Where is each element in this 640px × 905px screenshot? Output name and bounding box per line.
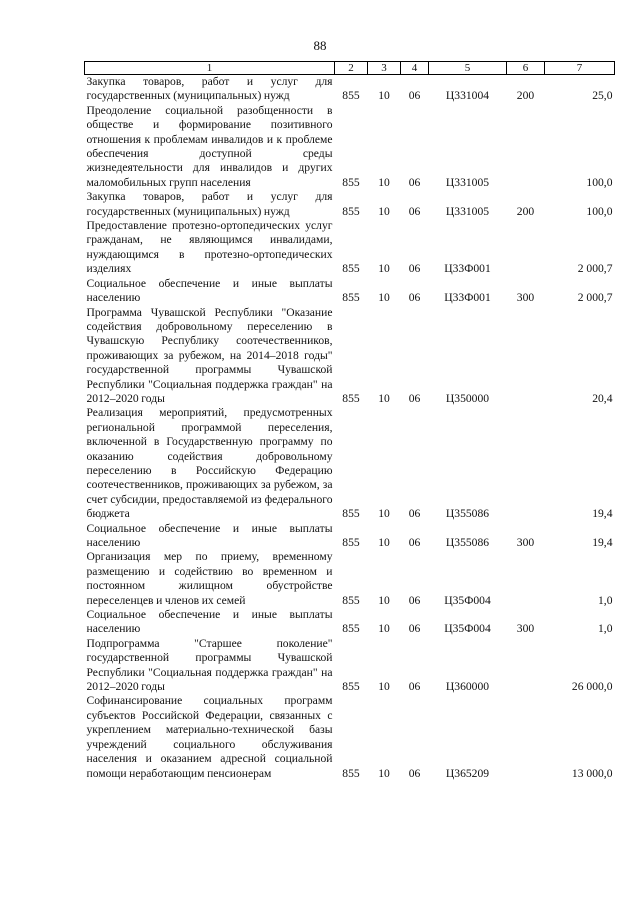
row-ministry-code: 855 — [342, 507, 360, 521]
row-subsection-code: 06 — [408, 680, 421, 694]
row-subsection-code: 06 — [408, 204, 421, 218]
row-ministry-code: 855 — [342, 391, 360, 405]
row-section-code: 10 — [378, 204, 390, 218]
row-ministry-code: 855 — [342, 262, 360, 276]
row-amount: 19,4 — [592, 507, 613, 521]
row-subsection-code: 06 — [408, 622, 421, 636]
row-expense-type — [507, 694, 545, 780]
row-description: Социальное обеспечение и иные выплаты населению — [86, 608, 333, 636]
row-section-code: 10 — [378, 766, 390, 780]
column-header-4: 4 — [401, 62, 429, 75]
column-header-2: 2 — [335, 62, 368, 75]
column-header-6: 6 — [507, 62, 545, 75]
row-description: Реализация мероприятий, предусмотренных региональной программой переселения, включенной в Государственную программу по оказанию содействия добровольному переселению в Российскую Федерацию соотечественников, проживающих за рубежом, за счет субсидии, предоставляемой из федерального бюджета — [86, 406, 333, 521]
row-ministry-code: 855 — [342, 593, 360, 607]
row-target-article: Ц331004 — [445, 89, 490, 103]
row-amount: 100,0 — [586, 175, 613, 189]
row-target-article: Ц365209 — [445, 766, 490, 780]
row-description: Организация мер по приему, временному размещению и содействию во временном и постоянном жилищном обустройстве переселенцев и членов их семей — [86, 550, 333, 607]
row-target-article: Ц355086 — [445, 536, 490, 549]
row-section-code: 10 — [378, 175, 390, 189]
row-expense-type: 200 — [516, 204, 535, 218]
table-row — [85, 190, 615, 219]
row-subsection-code: 06 — [408, 766, 421, 780]
row-subsection-code: 06 — [408, 391, 421, 405]
row-ministry-code: 855 — [342, 622, 360, 636]
column-header-5: 5 — [429, 62, 507, 75]
row-target-article: Ц33Ф001 — [444, 291, 491, 305]
column-header-7: 7 — [545, 62, 615, 75]
row-amount: 25,0 — [592, 89, 613, 103]
row-description: Предоставление протезно-ортопедических услуг гражданам, не являющимся инвалидами, нуждающимся в протезно-ортопедических изделиях — [86, 219, 333, 276]
column-header-1: 1 — [85, 62, 335, 75]
row-section-code: 10 — [378, 536, 390, 549]
row-ministry-code: 855 — [342, 766, 360, 780]
row-amount: 19,4 — [592, 536, 613, 549]
table-row — [85, 608, 615, 637]
row-description: Закупка товаров, работ и услуг для государственных (муниципальных) нужд — [86, 75, 333, 103]
table-row — [85, 637, 615, 695]
row-ministry-code: 855 — [342, 175, 360, 189]
row-description: Социальное обеспечение и иные выплаты населению — [86, 276, 333, 305]
row-description: Программа Чувашской Республики "Оказание содействия добровольному переселению в Чувашскую Республику соотечественников, проживающих за рубежом, на 2014–2018 годы" государственной программы Чувашской Республики "Социальная поддержка граждан" на 2012–2020 годы — [86, 305, 333, 405]
header-row — [85, 62, 615, 75]
table-row — [85, 306, 615, 407]
row-description: Подпрограмма "Старшее поколение" государственной программы Чувашской Республики "Социальная поддержка граждан" на 2012–2020 годы — [86, 636, 333, 694]
row-expense-type — [507, 306, 545, 407]
row-expense-type: 200 — [516, 89, 535, 103]
row-amount: 20,4 — [592, 391, 613, 405]
row-subsection-code: 06 — [408, 291, 421, 305]
row-expense-type — [507, 637, 545, 695]
row-section-code: 10 — [378, 391, 390, 405]
row-target-article: Ц331005 — [445, 204, 490, 218]
table-row — [85, 104, 615, 190]
row-section-code: 10 — [378, 291, 390, 305]
page-number: 88 — [313, 38, 327, 53]
row-amount: 1,0 — [598, 593, 613, 607]
table-row — [85, 406, 615, 521]
row-expense-type — [507, 550, 545, 608]
row-target-article: Ц355086 — [445, 507, 490, 521]
row-subsection-code: 06 — [408, 175, 421, 189]
row-section-code: 10 — [378, 262, 390, 276]
table-row — [85, 219, 615, 277]
row-section-code: 10 — [378, 593, 390, 607]
row-target-article: Ц331005 — [445, 175, 490, 189]
row-section-code: 10 — [378, 680, 390, 694]
table-row — [85, 550, 615, 608]
row-ministry-code: 855 — [342, 536, 360, 549]
row-section-code: 10 — [378, 89, 390, 103]
budget-table — [84, 61, 615, 781]
row-expense-type: 300 — [516, 622, 535, 636]
row-ministry-code: 855 — [342, 89, 360, 103]
row-target-article: Ц360000 — [445, 680, 490, 694]
row-target-article: Ц35Ф004 — [444, 622, 491, 636]
table-row — [85, 522, 615, 551]
row-ministry-code: 855 — [342, 291, 360, 305]
row-description: Социальное обеспечение и иные выплаты населению — [86, 521, 333, 549]
row-section-code: 10 — [378, 507, 390, 521]
row-amount: 1,0 — [598, 622, 613, 636]
row-target-article: Ц350000 — [445, 391, 490, 405]
row-amount: 2 000,7 — [577, 262, 613, 276]
row-amount: 2 000,7 — [577, 291, 613, 305]
row-subsection-code: 06 — [408, 507, 421, 521]
row-ministry-code: 855 — [342, 204, 360, 218]
table-row — [85, 277, 615, 306]
row-expense-type — [507, 406, 545, 521]
table-header — [85, 62, 615, 75]
table-body — [85, 75, 615, 781]
row-expense-type — [507, 104, 545, 190]
row-description: Закупка товаров, работ и услуг для государственных (муниципальных) нужд — [86, 190, 333, 218]
row-amount: 100,0 — [586, 204, 613, 218]
row-target-article: Ц35Ф004 — [444, 593, 491, 607]
row-description: Софинансирование социальных программ субъектов Российской Федерации, связанных с укреплением материально-технической базы учреждений социального обслуживания населения и оказанием адресной социальной помощи неработающим пенсионерам — [86, 694, 333, 780]
row-subsection-code: 06 — [408, 262, 421, 276]
table-row — [85, 75, 615, 104]
row-subsection-code: 06 — [408, 536, 421, 549]
table-row — [85, 694, 615, 780]
row-expense-type: 300 — [516, 291, 535, 305]
row-ministry-code: 855 — [342, 680, 360, 694]
row-section-code: 10 — [378, 622, 390, 636]
row-subsection-code: 06 — [408, 89, 421, 103]
row-amount: 13 000,0 — [571, 766, 613, 780]
row-amount: 26 000,0 — [571, 680, 613, 694]
row-description: Преодоление социальной разобщенности в обществе и формирование позитивного отношения к проблемам инвалидов и к проблеме обеспечения доступной среды жизнедеятельности для инвалидов и других маломобильных групп населения — [86, 103, 333, 189]
row-expense-type — [507, 219, 545, 277]
row-subsection-code: 06 — [408, 593, 421, 607]
row-expense-type: 300 — [516, 536, 535, 549]
column-header-3: 3 — [368, 62, 401, 75]
row-target-article: Ц33Ф001 — [444, 262, 491, 276]
